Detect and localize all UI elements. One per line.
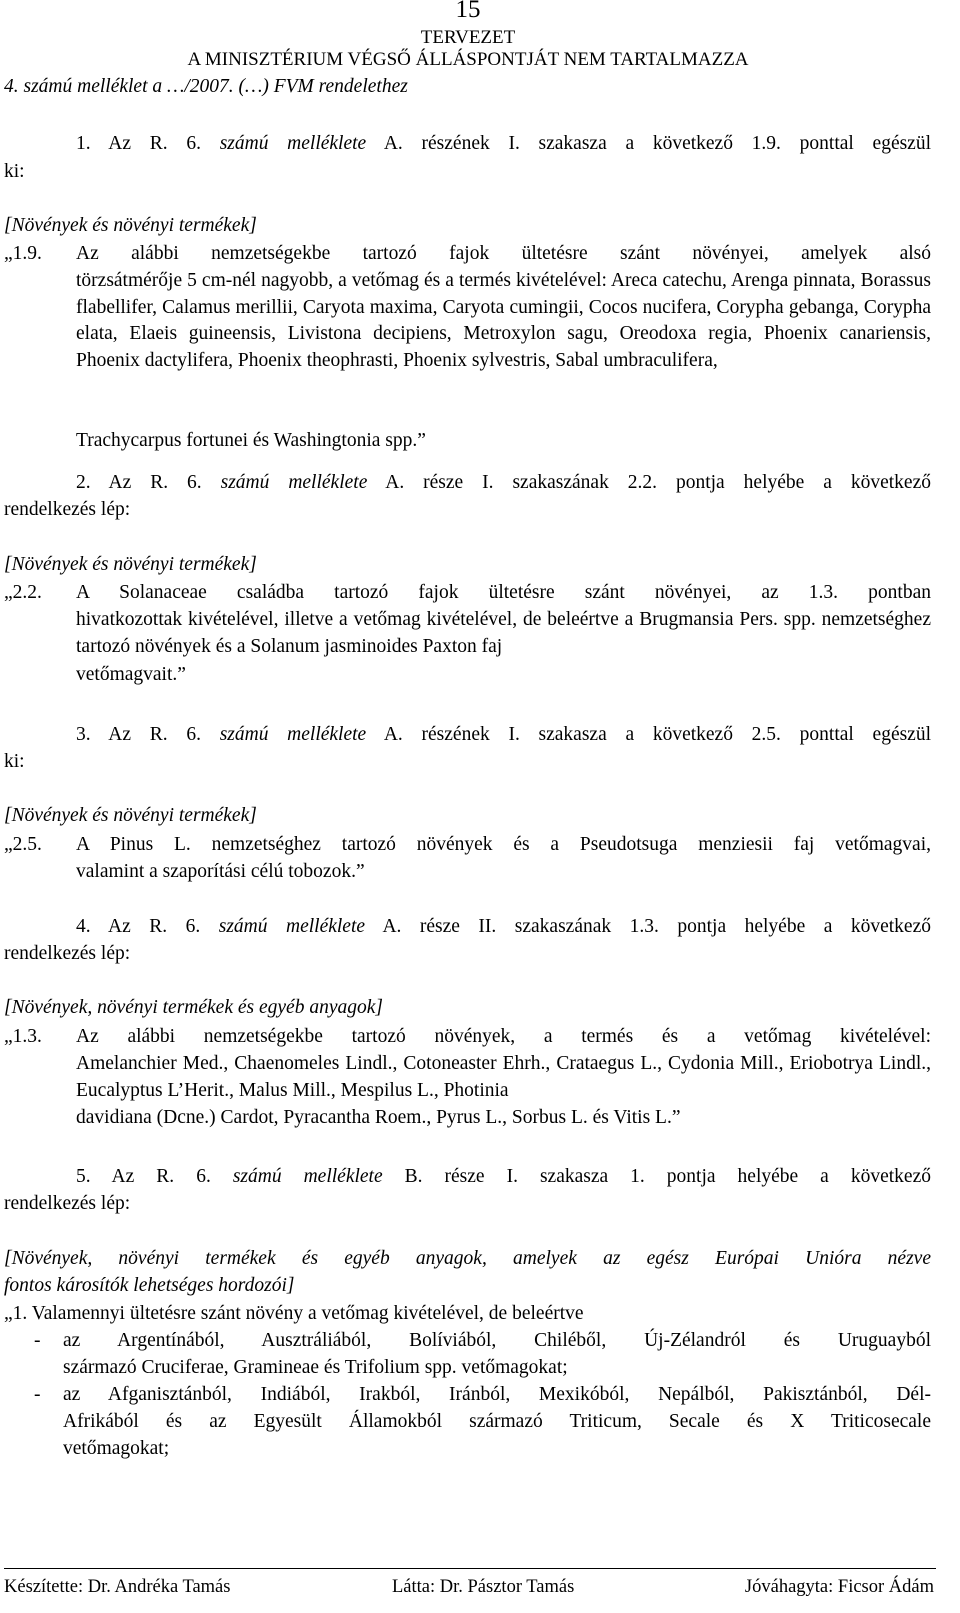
- section-2-item-body: hivatkozottak kivételével, illetve a vetőmag kivételével, de beleértve a Brugmansia Pers. spp. nemzetséghez tartozó növények és a Solanum jasminoides Paxton faj: [76, 609, 931, 657]
- section-2-heading: [Növények és növényi termékek]: [4, 554, 257, 575]
- section-1-item-body: törzsátmérője 5 cm-nél nagyobb, a vetőmag és a termés kivételével: Areca catechu, Arenga pinnata, Borassus flabellifer, Calamus merillii, Caryota maxima, Caryota cumingii, Cocos nucifera, Corypha gebanga, Corypha elata, Elaeis guineensis, Livistona decipiens, Metroxylon sagu, Oreodoxa regia, Phoenix canariensis, Phoenix dactylifera, Phoenix theophrasti, Phoenix sylvestris, Sabal umbraculifera,: [76, 270, 931, 371]
- section-2-item-last: vetőmagvait.”: [76, 664, 186, 685]
- section-5-intro-cont: rendelkezés lép:: [4, 1193, 131, 1214]
- bullet-2-line3: vetőmagokat;: [63, 1438, 170, 1459]
- draft-label: TERVEZET: [420, 27, 516, 48]
- section-1-item-number: „1.9.: [4, 243, 42, 264]
- bullet-2-line1: az Afganisztánból, Indiából, Irakból, Iránból, Mexikóból, Nepálból, Pakisztánból, Dél-: [63, 1384, 931, 1405]
- section-5-heading-line2: fontos károsítók lehetséges hordozói]: [4, 1275, 295, 1296]
- section-2-item-line1: A Solanaceae családba tartozó fajok ültetésre szánt növényei, az 1.3. pontban: [76, 582, 931, 603]
- section-3-item-last: valamint a szaporítási célú tobozok.”: [76, 861, 365, 882]
- section-2-item-number: „2.2.: [4, 582, 42, 603]
- bullet-1-line2: származó Cruciferae, Gramineae és Trifolium spp. vetőmagokat;: [63, 1357, 568, 1378]
- section-1-intro: 1. Az R. 6. számú melléklete A. részének I. szakasza a következő 1.9. ponttal egészül: [76, 133, 932, 154]
- section-4-item-body: Amelanchier Med., Chaenomeles Lindl., Cotoneaster Ehrh., Crataegus L., Cydonia Mill., Eriobotrya Lindl., Eucalyptus L’Herit., Malus Mill., Mespilus L., Photinia: [76, 1053, 931, 1101]
- section-1-heading: [Növények és növényi termékek]: [4, 215, 257, 236]
- section-4-heading: [Növények, növényi termékek és egyéb anyagok]: [4, 997, 383, 1018]
- section-3-item-number: „2.5.: [4, 834, 42, 855]
- section-1-intro-cont: ki:: [4, 161, 25, 182]
- footer-rule: [4, 1568, 936, 1569]
- section-2-intro-cont: rendelkezés lép:: [4, 499, 131, 520]
- bullet-1-line1: az Argentínából, Ausztráliából, Bolíviából, Chiléből, Új-Zélandról és Uruguayból: [63, 1330, 931, 1351]
- section-3-intro: 3. Az R. 6. számú melléklete A. részének I. szakasza a következő 2.5. ponttal egészül: [76, 724, 932, 745]
- footer-seen: Látta: Dr. Pásztor Tamás: [392, 1577, 575, 1597]
- section-4-item-line1: Az alábbi nemzetségekbe tartozó növények, a termés és a vetőmag kivételével:: [76, 1026, 931, 1047]
- footer-approved: Jóváhagyta: Ficsor Ádám: [744, 1577, 934, 1597]
- section-3-intro-cont: ki:: [4, 751, 25, 772]
- section-4-intro: 4. Az R. 6. számú melléklete A. része II. szakaszának 1.3. pontja helyébe a következő: [76, 916, 931, 937]
- section-1-item-line1: Az alábbi nemzetségekbe tartozó fajok ültetésre szánt növényei, amelyek alsó: [76, 243, 931, 264]
- section-4-item-number: „1.3.: [4, 1026, 42, 1047]
- section-3-item-line1: A Pinus L. nemzetséghez tartozó növények és a Pseudotsuga menziesii faj vetőmagvai,: [76, 834, 931, 855]
- bullet-2-line2: Afrikából és az Egyesült Államokból származó Triticum, Secale és X Triticosecale: [63, 1411, 931, 1432]
- annex-title: 4. számú melléklet a …/2007. (…) FVM rendelethez: [4, 76, 408, 97]
- section-3-heading: [Növények és növényi termékek]: [4, 805, 257, 826]
- section-5-intro: 5. Az R. 6. számú melléklete B. része I. szakasza 1. pontja helyébe a következő: [76, 1166, 931, 1187]
- footer-prepared: Készítette: Dr. Andréka Tamás: [4, 1577, 231, 1597]
- bullet-2-dash: -: [34, 1384, 41, 1405]
- section-2-intro: 2. Az R. 6. számú melléklete A. része I. szakaszának 2.2. pontja helyébe a következő: [76, 472, 931, 493]
- page-number: 15: [455, 0, 481, 23]
- section-5-heading-line1: [Növények, növényi termékek és egyéb anyagok, amelyek az egész Európai Unióra nézve: [4, 1248, 931, 1269]
- section-5-item: „1. Valamennyi ültetésre szánt növény a vetőmag kivételével, de beleértve: [4, 1303, 584, 1324]
- disclaimer-label: A MINISZTÉRIUM VÉGSŐ ÁLLÁSPONTJÁT NEM TARTALMAZZA: [187, 49, 749, 70]
- section-4-intro-cont: rendelkezés lép:: [4, 943, 131, 964]
- section-1-item-last: Trachycarpus fortunei és Washingtonia spp.”: [76, 430, 426, 451]
- bullet-1-dash: -: [34, 1330, 41, 1351]
- section-4-item-last: davidiana (Dcne.) Cardot, Pyracantha Roem., Pyrus L., Sorbus L. és Vitis L.”: [76, 1107, 681, 1128]
